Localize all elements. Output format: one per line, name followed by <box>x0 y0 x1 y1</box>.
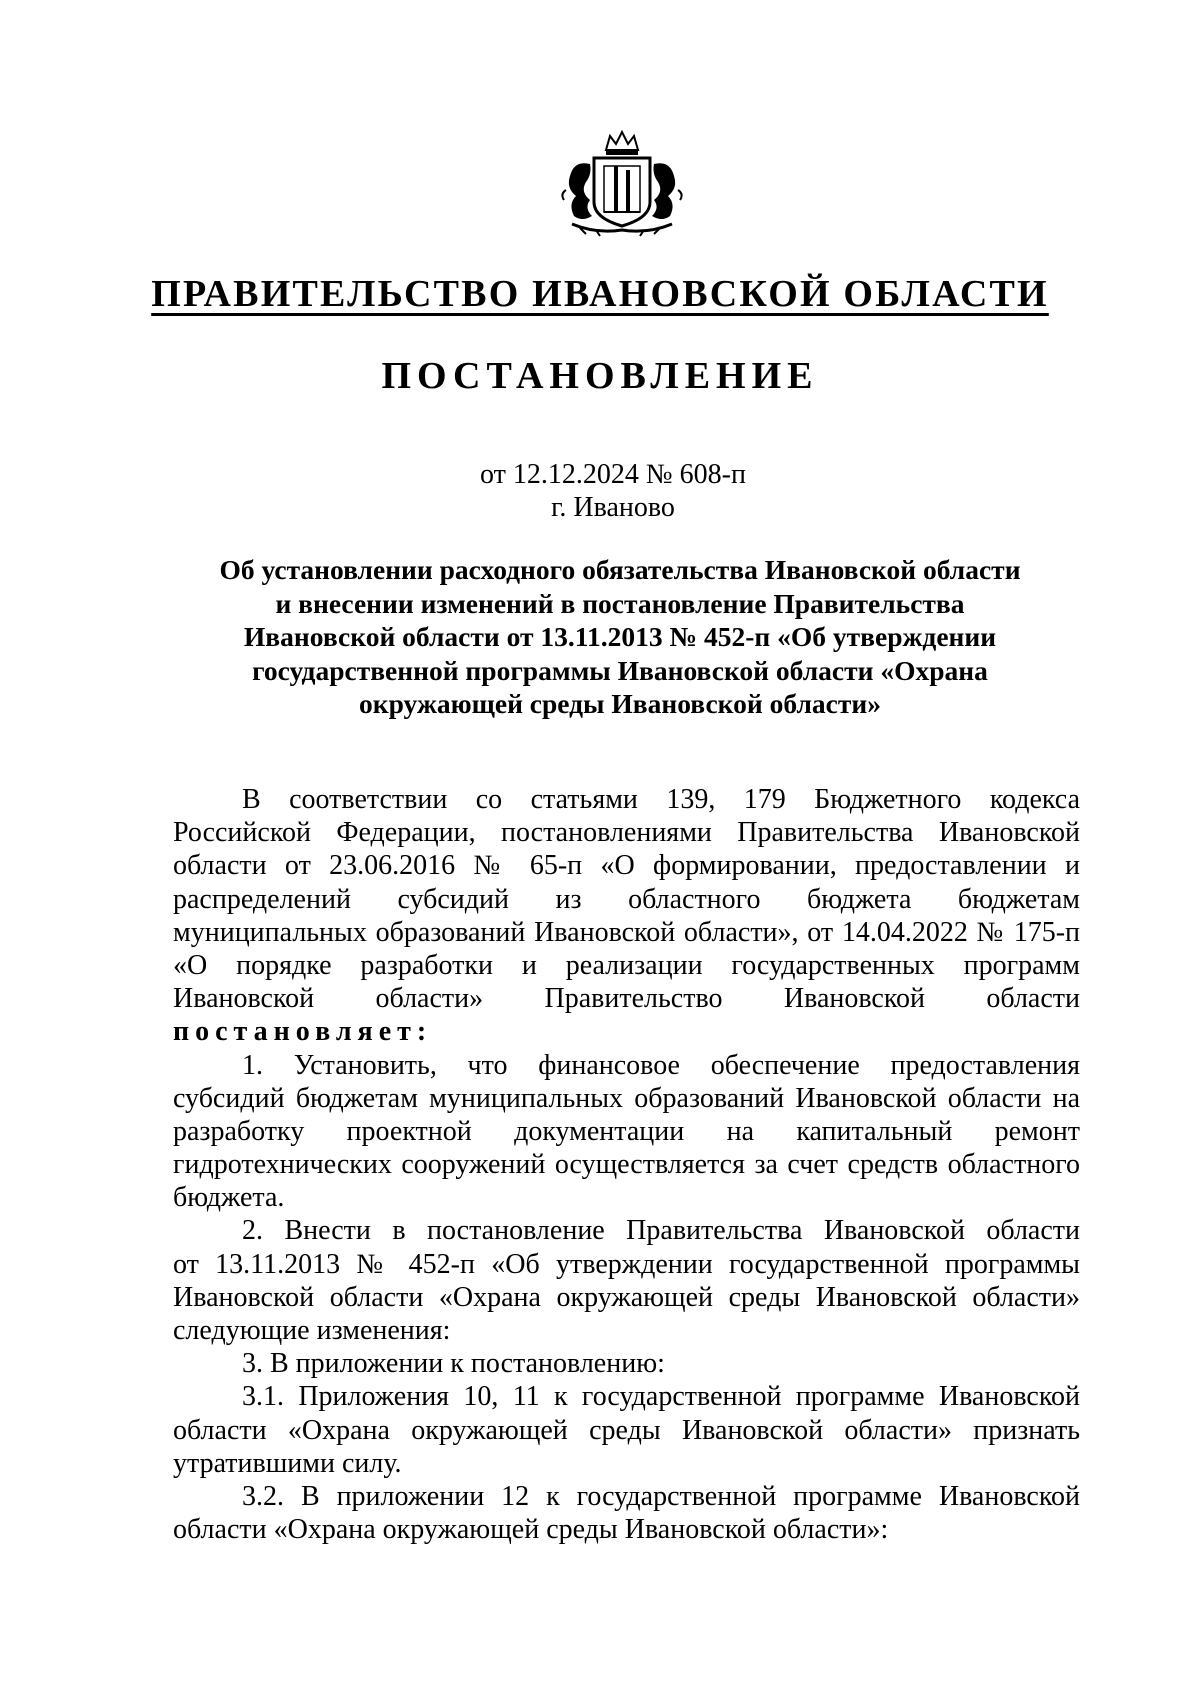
preamble-line: В соответствии со статьями 139, 179 Бюджетного кодекса <box>242 784 1080 815</box>
heading-line: окружающей среды Ивановской области» <box>359 688 881 719</box>
paragraph-1-line: бюджета. <box>173 1182 285 1214</box>
heading-line: и внесении изменений в постановление Правительства <box>275 587 965 619</box>
heading-line: Об установлении расходного обязательства Ивановской области <box>219 554 1021 585</box>
document-body <box>173 783 1080 1546</box>
paragraph-3-1-line: 3.1. Приложения 10, 11 к государственной программе Ивановской <box>242 1381 1080 1413</box>
paragraph-3-1-line: области «Охрана окружающей среды Ивановской области» признать <box>173 1414 1080 1446</box>
paragraph-3-1-line: утратившими силу. <box>173 1447 402 1479</box>
preamble-line: Российской Федерации, постановлениями Правительства Ивановской <box>173 817 1080 849</box>
preamble-line: муниципальных образований Ивановской области», от 14.04.2022 № 175-п <box>173 916 1080 948</box>
paragraph-2-line: от 13.11.2013 № 452-п «Об утверждении государственной программы <box>173 1248 1080 1280</box>
document-meta <box>0 458 1200 524</box>
date-number: от 12.12.2024 № 608-п <box>480 459 746 490</box>
city: г. Иваново <box>551 492 675 523</box>
paragraph-2-line: Ивановской области «Охрана окружающей среды Ивановской области» <box>173 1281 1080 1313</box>
document-heading <box>180 553 1060 721</box>
organization-title: ПРАВИТЕЛЬСТВО ИВАНОВСКОЙ ОБЛАСТИ <box>151 273 1049 315</box>
coat-of-arms-icon <box>556 130 688 238</box>
paragraph-1-line: разработку проектной документации на капитальный ремонт <box>173 1115 1080 1147</box>
paragraph-3-line: 3. В приложении к постановлению: <box>242 1348 665 1380</box>
preamble-line: Ивановской области» Правительство Ивановской области <box>173 983 1080 1015</box>
heading-line: Ивановской области от 13.11.2013 № 452-п «Об утверждении <box>243 621 997 652</box>
paragraph-2-line: следующие изменения: <box>173 1315 451 1346</box>
preamble-line: области от 23.06.2016 № 65-п «О формировании, предоставлении и <box>173 850 1080 882</box>
decree-line <box>173 1015 1080 1048</box>
heading-line: государственной программы Ивановской области «Охрана <box>252 654 988 686</box>
paragraph-2-line: 2. Внести в постановление Правительства Ивановской области <box>242 1215 1080 1247</box>
paragraph-3-2-line: области «Охрана окружающей среды Ивановской области»: <box>173 1514 889 1546</box>
decree-word: постановляет: <box>173 1016 433 1048</box>
preamble-line: «О порядке разработки и реализации государственных программ <box>173 949 1080 981</box>
paragraph-1-line: гидротехнических сооружений осуществляется за счет средств областного <box>173 1149 1080 1181</box>
paragraph-1-line: субсидий бюджетам муниципальных образований Ивановской области на <box>173 1082 1080 1114</box>
paragraph-3-2-line: 3.2. В приложении 12 к государственной программе Ивановской <box>242 1480 1080 1512</box>
preamble-line: распределений субсидий из областного бюджета бюджетам <box>173 883 1080 915</box>
paragraph-1-line: 1. Установить, что финансовое обеспечение предоставления <box>242 1049 1080 1081</box>
document-type: ПОСТАНОВЛЕНИЕ <box>381 355 819 397</box>
